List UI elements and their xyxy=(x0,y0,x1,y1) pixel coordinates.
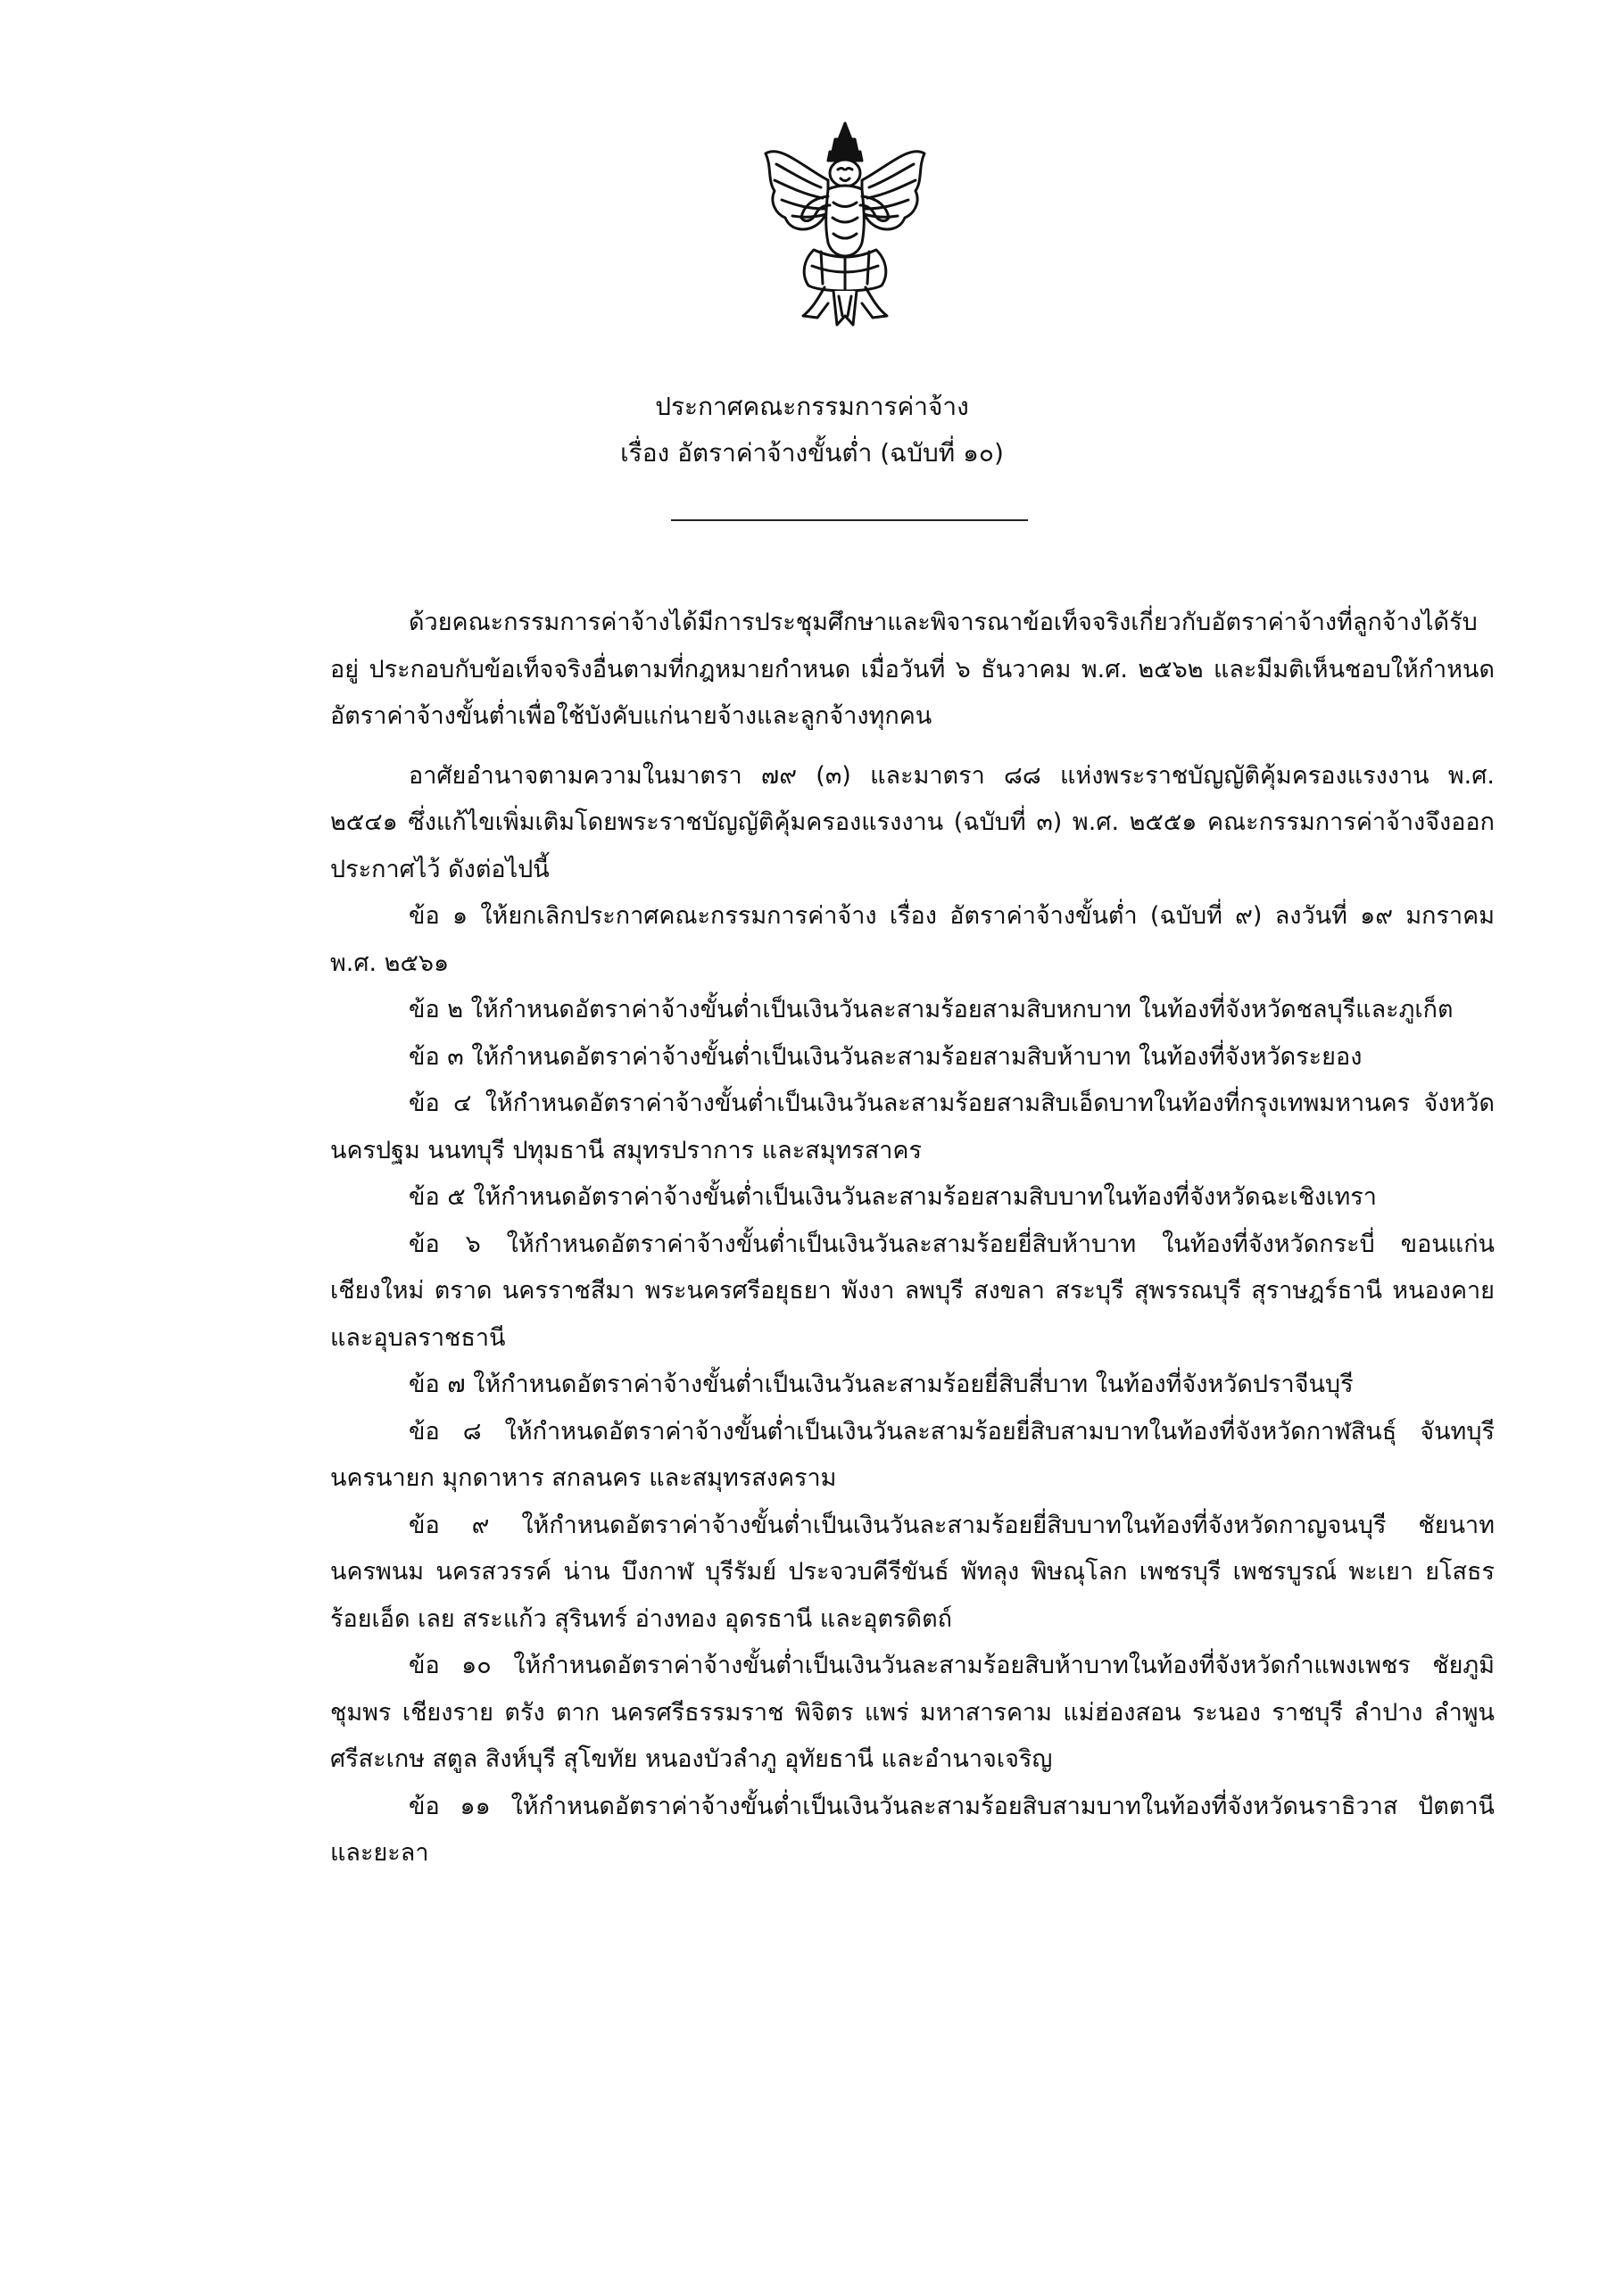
announcement-title: ประกาศคณะกรรมการค่าจ้าง xyxy=(655,392,969,421)
clause-9: ข้อ ๙ ให้กำหนดอัตราค่าจ้างขั้นต่ำเป็นเงินวันละสามร้อยยี่สิบบาทในท้องที่จังหวัดกาญจนบุรี ชัยนาท นครพนม นครสวรรค์ น่าน บึงกาฬ บุรีรัมย์ ประจวบคีรีขันธ์ พัทลุง พิษณุโลก เพชรบุรี เพชรบูรณ์ พะเยา ยโสธร ร้อยเอ็ด เลย สระแก้ว สุรินทร์ อ่างทอง อุดรธานี และอุตรดิตถ์ xyxy=(330,1511,1495,1633)
clause-4: ข้อ ๔ ให้กำหนดอัตราค่าจ้างขั้นต่ำเป็นเงินวันละสามร้อยสามสิบเอ็ดบาทในท้องที่กรุงเทพมหานคร จังหวัดนครปฐม นนทบุรี ปทุมธานี สมุทรปราการ และสมุทรสาคร xyxy=(330,1090,1495,1164)
garuda-emblem-icon xyxy=(750,118,941,332)
clause-8: ข้อ ๘ ให้กำหนดอัตราค่าจ้างขั้นต่ำเป็นเงินวันละสามร้อยยี่สิบสามบาทในท้องที่จังหวัดกาฬสินธุ์ จันทบุรี นครนายก มุกดาหาร สกลนคร และสมุทรสงคราม xyxy=(330,1417,1495,1492)
clause-3: ข้อ ๓ ให้กำหนดอัตราค่าจ้างขั้นต่ำเป็นเงินวันละสามร้อยสามสิบห้าบาท ในท้องที่จังหวัดระยอง xyxy=(409,1042,1363,1071)
announcement-subject: เรื่อง อัตราค่าจ้างขั้นต่ำ (ฉบับที่ ๑๐) xyxy=(620,438,1004,468)
preamble-paragraph-1: ด้วยคณะกรรมการค่าจ้างได้มีการประชุมศึกษาและพิจารณาข้อเท็จจริงเกี่ยวกับอัตราค่าจ้างที่ลูกจ้างได้รับอยู่ ประกอบกับข้อเท็จจริงอื่นตามที่กฎหมายกำหนด เมื่อวันที่ ๖ ธันวาคม พ.ศ. ๒๕๖๒ และมีมติเห็นชอบให้กำหนดอัตราค่าจ้างขั้นต่ำเพื่อใช้บังคับแก่นายจ้างและลูกจ้างทุกคน xyxy=(330,609,1495,730)
clause-7: ข้อ ๗ ให้กำหนดอัตราค่าจ้างขั้นต่ำเป็นเงินวันละสามร้อยยี่สิบสี่บาท ในท้องที่จังหวัดปราจีนบุรี xyxy=(409,1371,1354,1398)
document-body xyxy=(330,600,1495,1877)
clause-5: ข้อ ๕ ให้กำหนดอัตราค่าจ้างขั้นต่ำเป็นเงินวันละสามร้อยสามสิบบาทในท้องที่จังหวัดฉะเชิงเทรา xyxy=(409,1183,1377,1211)
clause-1: ข้อ ๑ ให้ยกเลิกประกาศคณะกรรมการค่าจ้าง เรื่อง อัตราค่าจ้างขั้นต่ำ (ฉบับที่ ๙) ลงวันที่ ๑๙ มกราคม พ.ศ. ๒๕๖๑ xyxy=(330,902,1495,977)
title-divider xyxy=(671,519,1028,521)
clause-6: ข้อ ๖ ให้กำหนดอัตราค่าจ้างขั้นต่ำเป็นเงินวันละสามร้อยยี่สิบห้าบาท ในท้องที่จังหวัดกระบี่ ขอนแก่น เชียงใหม่ ตราด นครราชสีมา พระนครศรีอยุธยา พังงา ลพบุรี สงขลา สระบุรี สุพรรณบุรี สุราษฎร์ธานี หนองคาย และอุบลราชธานี xyxy=(330,1230,1495,1352)
clause-2: ข้อ ๒ ให้กำหนดอัตราค่าจ้างขั้นต่ำเป็นเงินวันละสามร้อยสามสิบหกบาท ในท้องที่จังหวัดชลบุรีและภูเก็ต xyxy=(409,996,1454,1023)
preamble-paragraph-2: อาศัยอำนาจตามความในมาตรา ๗๙ (๓) และมาตรา ๘๘ แห่งพระราชบัญญัติคุ้มครองแรงงาน พ.ศ. ๒๕๔๑ ซึ่งแก้ไขเพิ่มเติมโดยพระราชบัญญัติคุ้มครองแรงงาน (ฉบับที่ ๓) พ.ศ. ๒๕๕๑ คณะกรรมการค่าจ้างจึงออกประกาศไว้ ดังต่อไปนี้ xyxy=(330,761,1495,883)
clause-10: ข้อ ๑๐ ให้กำหนดอัตราค่าจ้างขั้นต่ำเป็นเงินวันละสามร้อยสิบห้าบาทในท้องที่จังหวัดกำแพงเพชร ชัยภูมิ ชุมพร เชียงราย ตรัง ตาก นครศรีธรรมราช พิจิตร แพร่ มหาสารคาม แม่ฮ่องสอน ระนอง ราชบุรี ลำปาง ลำพูน ศรีสะเกษ สตูล สิงห์บุรี สุโขทัย หนองบัวลำภู อุทัยธานี และอำนาจเจริญ xyxy=(330,1652,1495,1773)
clause-11: ข้อ ๑๑ ให้กำหนดอัตราค่าจ้างขั้นต่ำเป็นเงินวันละสามร้อยสิบสามบาทในท้องที่จังหวัดนราธิวาส ปัตตานี และยะลา xyxy=(330,1792,1495,1867)
announcement-title-block xyxy=(0,384,1624,476)
